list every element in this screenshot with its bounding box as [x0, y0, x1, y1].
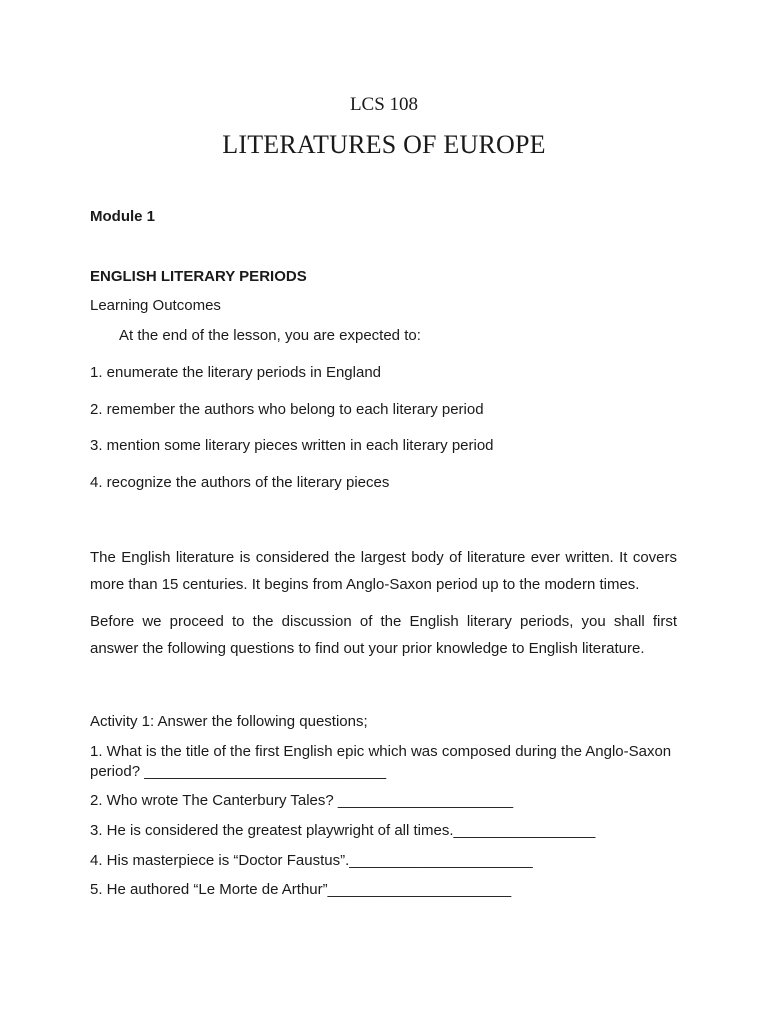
- activity-question: 2. Who wrote The Canterbury Tales? _____________________: [90, 792, 514, 809]
- activity-question: 1. What is the title of the first English epic which was composed during the Anglo-Saxon period? _____________________________: [90, 743, 672, 780]
- topic-title: ENGLISH LITERARY PERIODS: [90, 268, 307, 285]
- activity-question: 3. He is considered the greatest playwright of all times._________________: [90, 822, 596, 839]
- activity-question: 5. He authored “Le Morte de Arthur”______________________: [90, 881, 512, 898]
- outcome-item: 2. remember the authors who belong to each literary period: [90, 401, 484, 418]
- activity-title: Activity 1: Answer the following questions;: [90, 713, 368, 730]
- outcome-item: 3. mention some literary pieces written in each literary period: [90, 437, 494, 454]
- module-label: Module 1: [90, 208, 156, 225]
- learning-outcomes-heading: Learning Outcomes: [90, 297, 221, 314]
- course-code: LCS 108: [349, 94, 419, 115]
- outcome-item: 1. enumerate the literary periods in England: [90, 364, 382, 381]
- outcome-item: 4. recognize the authors of the literary pieces: [90, 474, 390, 491]
- intro-paragraph: The English literature is considered the largest body of literature ever written. It covers more than 15 centuries. It begins from Anglo-Saxon period up to the modern times.: [90, 549, 677, 593]
- learning-outcomes-intro: At the end of the lesson, you are expected to:: [119, 327, 421, 344]
- course-title: LITERATURES OF EUROPE: [222, 130, 546, 159]
- activity-question: 4. His masterpiece is “Doctor Faustus”.______________________: [90, 852, 533, 869]
- instruction-paragraph: Before we proceed to the discussion of the English literary periods, you shall first answer the following questions to find out your prior knowledge to English literature.: [90, 613, 677, 657]
